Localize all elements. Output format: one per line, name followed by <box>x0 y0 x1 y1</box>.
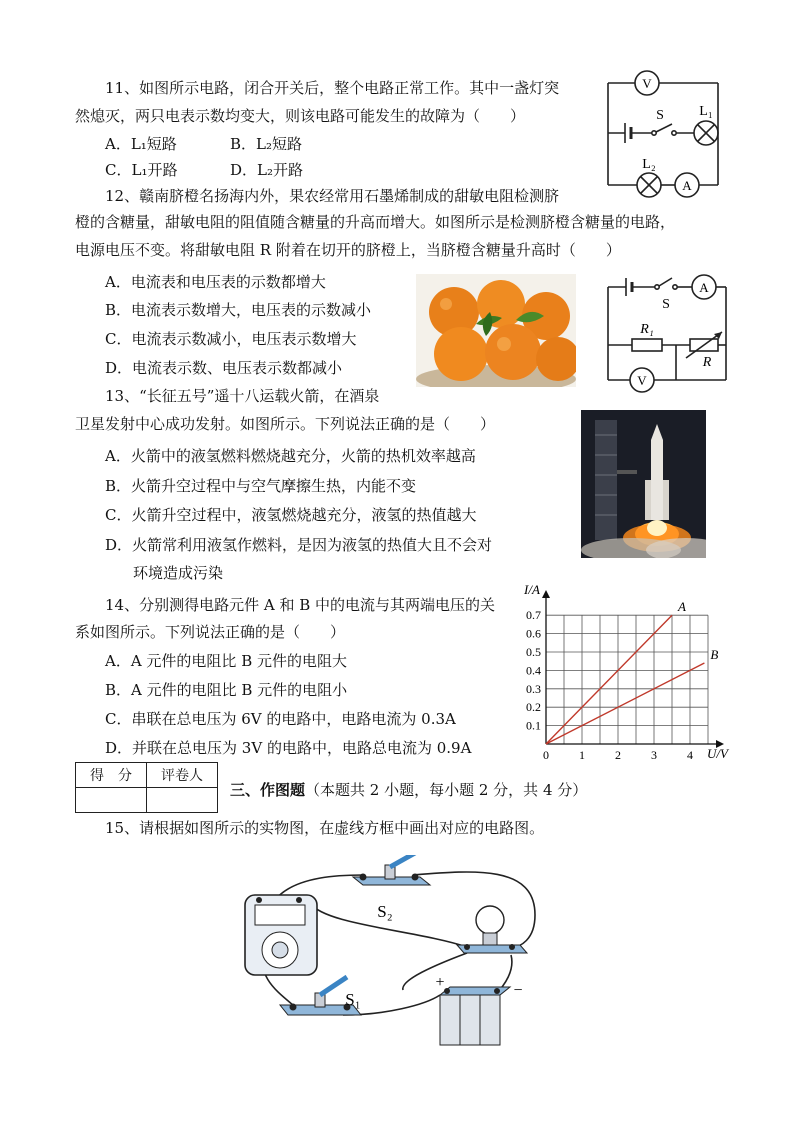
iu-graph <box>510 580 740 765</box>
series-label-a: A <box>678 599 686 615</box>
navel-orange-photo <box>416 274 576 387</box>
grader-cell[interactable] <box>147 788 218 813</box>
q11-voltmeter-label: V <box>642 76 652 91</box>
switch-s2-icon <box>353 855 430 885</box>
q13-line2: 卫星发射中心成功发射。如图所示。下列说法正确的是（ ） <box>75 415 496 433</box>
series-label-b: B <box>710 647 719 663</box>
battery-minus-label: − <box>513 982 523 999</box>
q11-l2-label: L₂ <box>642 157 656 172</box>
q14-line2: 系如图所示。下列说法正确的是（ ） <box>75 623 346 641</box>
q14-line1: 14、分别测得电路元件 A 和 B 中的电流与其两端电压的关 <box>105 596 496 614</box>
q11-circuit-diagram <box>600 65 730 200</box>
chart-series <box>546 599 718 744</box>
x-tick-label: 4 <box>687 748 693 762</box>
q14-option-b[interactable]: B．A 元件的电阻比 B 元件的电阻小 <box>105 681 348 699</box>
y-tick-label: 0.2 <box>526 700 541 715</box>
series-line-b <box>546 663 704 744</box>
section-3-heading <box>230 779 587 800</box>
battery-plus-label: + <box>435 974 445 991</box>
s2-label: S₂ <box>377 902 393 921</box>
q11-option-d[interactable]: D．L₂开路 <box>230 161 304 179</box>
q12-switch-label: S <box>662 297 670 312</box>
q12-voltmeter-label: V <box>637 373 647 388</box>
q13-option-b[interactable]: B．火箭升空过程中与空气摩擦生热，内能不变 <box>105 477 417 495</box>
q12-circuit-diagram <box>600 270 735 395</box>
y-axis-label: I/A <box>524 582 540 597</box>
x-tick-label: 2 <box>615 748 621 762</box>
q11-switch-label: S <box>656 108 664 123</box>
x-axis-label: U/V <box>707 746 728 761</box>
q12-option-c[interactable]: C．电流表示数减小，电压表示数增大 <box>105 330 357 348</box>
q12-line1: 12、赣南脐橙名扬海内外，果农经常用石墨烯制成的甜敏电阻检测脐 <box>105 187 560 205</box>
q11-ammeter-label: A <box>682 178 692 193</box>
q12-option-d[interactable]: D．电流表示数、电压表示数都减小 <box>105 359 343 377</box>
q12-r1-label: R₁ <box>640 322 654 337</box>
x-tick-label: 3 <box>651 748 657 762</box>
light-bulb-icon <box>457 906 527 953</box>
rocket-launch-photo <box>581 410 706 558</box>
q15-line1: 15、请根据如图所示的实物图，在虚线方框中画出对应的电路图。 <box>105 819 545 837</box>
y-tick-label: 0.3 <box>526 681 541 696</box>
q13-option-c[interactable]: C．火箭升空过程中，液氢燃烧越充分，液氢的热值越大 <box>105 506 477 524</box>
score-header: 得 分 <box>76 763 147 788</box>
x-tick-label: 1 <box>579 748 585 762</box>
q11-l1-label: L₁ <box>699 104 713 119</box>
q11-line2: 然熄灭，两只电表示数均变大，则该电路可能发生的故障为（ ） <box>75 107 526 125</box>
y-tick-label: 0.4 <box>526 663 541 678</box>
score-table <box>75 762 218 813</box>
y-tick-label: 0.1 <box>526 718 541 733</box>
q13-line1: 13、“长征五号”遥十八运载火箭，在酒泉 <box>105 387 380 405</box>
q12-option-b[interactable]: B．电流表示数增大，电压表的示数减小 <box>105 301 372 319</box>
q12-line2: 橙的含糖量，甜敏电阻的阻值随含糖量的升高而增大。如图所示是检测脐橙含糖量的电路， <box>75 213 676 231</box>
y-tick-label: 0.5 <box>526 645 541 659</box>
q11-option-b[interactable]: B．L₂短路 <box>230 135 302 153</box>
q14-option-d[interactable]: D．并联在总电压为 3V 的电路中，电路总电流为 0.9A <box>105 739 472 757</box>
s1-label: S₁ <box>345 990 361 1009</box>
grader-header: 评卷人 <box>147 763 218 788</box>
electric-bell-icon <box>245 895 317 975</box>
y-tick-label: 0.7 <box>526 608 541 623</box>
q12-r-label: R <box>702 355 712 370</box>
q11-line1: 11、如图所示电路，闭合开关后，整个电路正常工作。其中一盏灯突 <box>105 79 560 97</box>
score-cell[interactable] <box>76 788 147 813</box>
y-axis-arrow <box>542 590 550 598</box>
series-line-a <box>546 615 672 744</box>
chart-grid <box>546 615 708 744</box>
q12-line3: 电源电压不变。将甜敏电阻 R 附着在切开的脐橙上，当脐橙含糖量升高时（ ） <box>75 241 621 259</box>
y-tick-label: 0.6 <box>526 626 541 641</box>
q13-option-d-continued: 环境造成污染 <box>133 564 224 582</box>
section-3-note: （本题共 2 小题，每小题 2 分，共 4 分） <box>305 781 588 799</box>
section-3-title: 三、作图题 <box>230 781 306 799</box>
q11-option-c[interactable]: C．L₁开路 <box>105 161 178 179</box>
resistor-r1-icon <box>632 339 662 351</box>
q13-option-d[interactable]: D．火箭常利用液氢作燃料，是因为液氢的热值大且不会对 <box>105 536 493 554</box>
q11-option-a[interactable]: A．L₁短路 <box>105 135 177 153</box>
q13-option-a[interactable]: A．火箭中的液氢燃料燃烧越充分，火箭的热机效率越高 <box>105 447 476 465</box>
q12-ammeter-label: A <box>699 280 709 295</box>
q14-option-c[interactable]: C．串联在总电压为 6V 的电路中，电路电流为 0.3A <box>105 710 456 728</box>
q12-option-a[interactable]: A．电流表和电压表的示数都增大 <box>105 273 326 291</box>
q15-physical-circuit <box>235 855 555 1055</box>
chart-axes <box>542 590 724 748</box>
battery-pack-icon <box>440 987 510 1045</box>
q14-option-a[interactable]: A．A 元件的电阻比 B 元件的电阻大 <box>105 652 347 670</box>
x-tick-label: 0 <box>543 748 549 762</box>
